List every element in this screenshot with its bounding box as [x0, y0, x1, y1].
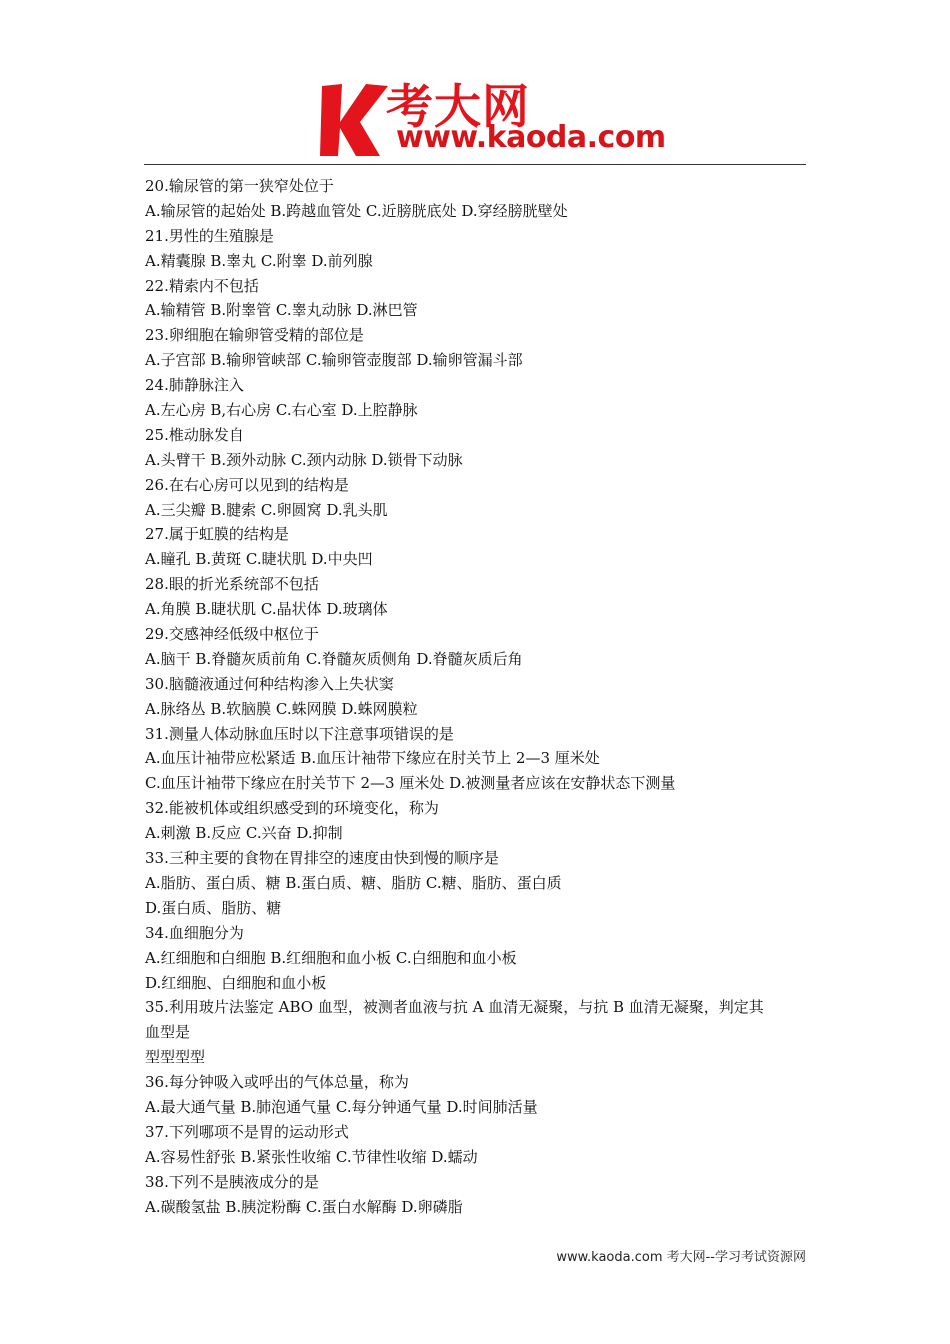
options-line: D.红细胞、白细胞和血小板 [145, 973, 327, 992]
logo-chinese-name: 考大网 [386, 80, 530, 135]
options-line: D.蛋白质、脂肪、糖 [145, 898, 282, 917]
options-line: A.脂肪、蛋白质、糖 B.蛋白质、糖、脂肪 C.糖、脂肪、蛋白质 [145, 873, 562, 892]
options-line: A.输尿管的起始处 B.跨越血管处 C.近膀胱底处 D.穿经膀胱壁处 [145, 201, 568, 220]
options-line: 型型型型 [145, 1048, 206, 1067]
question-line: 30.脑髓液通过何种结构渗入上失状窦 [145, 674, 394, 693]
options-line: A.碳酸氢盐 B.胰淀粉酶 C.蛋白水解酶 D.卵磷脂 [145, 1197, 463, 1216]
question-line: 23.卵细胞在输卵管受精的部位是 [145, 326, 364, 345]
page-footer: www.kaoda.com 考大网--学习考试资源网 [556, 1250, 806, 1265]
question-line: 33.三种主要的食物在胃排空的速度由快到慢的顺序是 [145, 849, 499, 868]
options-line: A.最大通气量 B.肺泡通气量 C.每分钟通气量 D.时间肺活量 [145, 1097, 538, 1116]
question-line: 37.下列哪项不是胃的运动形式 [145, 1122, 349, 1141]
options-line: A.脑干 B.脊髓灰质前角 C.脊髓灰质侧角 D.脊髓灰质后角 [145, 649, 523, 668]
logo-url: www.kaoda.com [396, 120, 666, 155]
options-line: C.血压计袖带下缘应在肘关节下 2—3 厘米处 D.被测量者应该在安静状态下测量 [145, 774, 676, 793]
options-line: A.输精管 B.附睾管 C.睾丸动脉 D.淋巴管 [145, 301, 418, 320]
options-line: A.血压计袖带应松紧适 B.血压计袖带下缘应在肘关节上 2—3 厘米处 [145, 749, 600, 768]
kaoda-logo [316, 76, 666, 160]
question-line: 35.利用玻片法鉴定 ABO 血型，被测者血液与抗 A 血清无凝聚，与抗 B 血清无凝聚，判定其 [145, 998, 764, 1017]
options-line: A.瞳孔 B.黄斑 C.睫状肌 D.中央凹 [145, 550, 373, 569]
options-line: A.三尖瓣 B.腱索 C.卵圆窝 D.乳头肌 [145, 500, 388, 519]
question-list [145, 174, 810, 1219]
question-line: 29.交感神经低级中枢位于 [145, 625, 319, 644]
options-line: A.容易性舒张 B.紧张性收缩 C.节律性收缩 D.蠕动 [145, 1147, 478, 1166]
header-divider [144, 164, 806, 165]
question-line: 32.能被机体或组织感受到的环境变化，称为 [145, 799, 439, 818]
question-line: 38.下列不是胰液成分的是 [145, 1172, 319, 1191]
options-line: A.精囊腺 B.睾丸 C.附睾 D.前列腺 [145, 251, 373, 270]
question-line: 24.肺静脉注入 [145, 376, 244, 395]
question-line-continued: 血型是 [145, 1023, 191, 1042]
question-line: 27.属于虹膜的结构是 [145, 525, 289, 544]
question-line: 25.椎动脉发自 [145, 425, 244, 444]
question-line: 21.男性的生殖腺是 [145, 226, 274, 245]
options-line: A.角膜 B.睫状肌 C.晶状体 D.玻璃体 [145, 600, 388, 619]
options-line: A.左心房 B,右心房 C.右心室 D.上腔静脉 [145, 401, 418, 420]
options-line: A.子宫部 B.输卵管峡部 C.输卵管壶腹部 D.输卵管漏斗部 [145, 351, 523, 370]
question-line: 34.血细胞分为 [145, 923, 244, 942]
options-line: A.红细胞和白细胞 B.红细胞和血小板 C.白细胞和血小板 [145, 948, 517, 967]
question-line: 20.输尿管的第一狭窄处位于 [145, 177, 334, 195]
options-line: A.脉络丛 B.软脑膜 C.蛛网膜 D.蛛网膜粒 [145, 699, 418, 718]
options-line: A.刺激 B.反应 C.兴奋 D.抑制 [145, 824, 343, 843]
question-line: 31.测量人体动脉血压时以下注意事项错误的是 [145, 724, 454, 743]
question-line: 36.每分钟吸入或呼出的气体总量，称为 [145, 1073, 409, 1092]
question-line: 28.眼的折光系统部不包括 [145, 575, 319, 594]
options-line: A.头臂干 B.颈外动脉 C.颈内动脉 D.锁骨下动脉 [145, 450, 463, 469]
question-line: 22.精索内不包括 [145, 276, 259, 295]
question-line: 26.在右心房可以见到的结构是 [145, 475, 349, 494]
